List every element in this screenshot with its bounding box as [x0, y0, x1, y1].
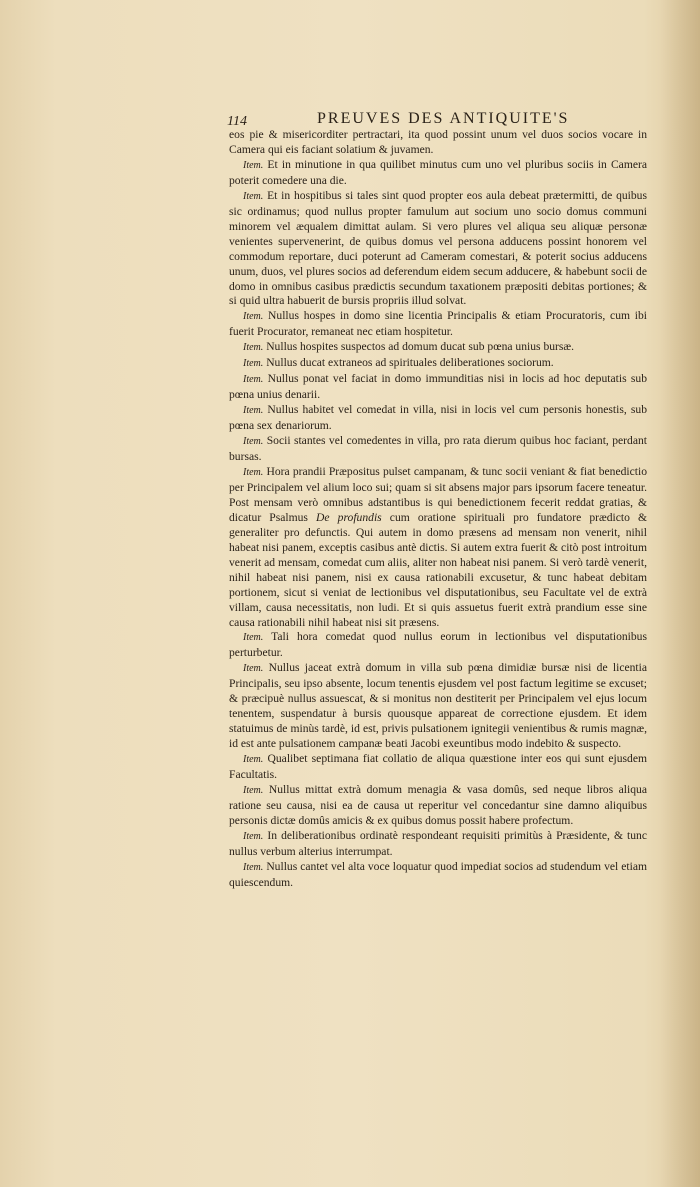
- paragraph-text: Tali hora comedat quod nullus eorum in lectionibus vel disputationibus perturbetur.: [229, 630, 647, 660]
- paragraph: [229, 309, 647, 340]
- item-label: Item.: [243, 311, 264, 323]
- paragraph: [229, 630, 647, 661]
- paragraph-text: Hora prandii Præpositus pulset campanam, & tunc socii veniant & fiat benedictio per Principalem vel alium loco sui; quam si sit absens major pars ipsorum facere teneatur. Post mensam verò omnibus adstantibus is qui benedictionem fecerit reddat gratias, & dicatur Psalmus: [229, 464, 647, 524]
- paragraph: [229, 783, 647, 829]
- item-label: Item.: [243, 358, 264, 370]
- item-label: Item.: [243, 784, 264, 796]
- paragraph-text: Nullus jaceat extrà domum in villa sub pœna dimidiæ bursæ nisi de licentia Principalis, seu ipso absente, locum tenentis ejusdem vel post factum legitime se excuset; & præcipuè nullus assuescat, & si monitus non destiterit per Principalem vel ejus locum tenentem, suspendatur à bursis quousque appareat de correctione ejusdem. Et idem statuimus de minùs tardè, id est, privis pulsationem ignitegii venientibus & rumis magnæ, id est ante pulsationem campanæ beati Jacobi exeuntibus modo indebito & suspecto.: [229, 661, 647, 751]
- paragraph: [229, 356, 647, 372]
- page-number: 114: [227, 114, 247, 129]
- page-gutter-shadow: [660, 0, 700, 1187]
- paragraph-text: Et in minutione in qua quilibet minutus cum uno vel pluribus sociis in Camera poterit comedere una die.: [229, 157, 647, 187]
- item-label: Item.: [243, 374, 264, 386]
- body-text: [229, 128, 647, 891]
- paragraph-text: cum oratione spirituali pro fundatore prædicto & generaliter pro defunctis. Qui autem in domo præsens ad mensam non venerit, nihil habeat nisi panem, exceptis casibus antè dictis. Si autem extra fuerit & citò post introitum venerit ad mensam, comedat cum aliis, aliter non habeat nisi panem. Si verò tardè venerit, nihil habeat nisi panem, nisi ex causa rationabili excusetur, & tunc habeat debitam portionem, sicut si veniat de lectionibus vel disputationibus, seu Facultate vel de extrà villam, causa necessitatis, non ludi. Et si quis assuetus fuerit extrà prandium esse sine causa rationabili nihil habeat nisi sit præsens.: [229, 510, 647, 629]
- item-label: Item.: [243, 830, 264, 842]
- item-label: Item.: [243, 466, 264, 478]
- paragraph: [229, 860, 647, 891]
- paragraph: [229, 434, 647, 465]
- paragraph: [229, 829, 647, 860]
- paragraph: [229, 372, 647, 403]
- paragraph-text: Nullus hospites suspectos ad domum ducat sub pœna unius bursæ.: [266, 340, 575, 354]
- item-label: Item.: [243, 436, 264, 448]
- item-label: Item.: [243, 405, 264, 417]
- paragraph-text: Nullus habitet vel comedat in villa, nisi in locis vel cum personis honestis, sub pœna sex denariorum.: [229, 403, 647, 433]
- item-label: Item.: [243, 754, 264, 766]
- paragraph-text: Et in hospitibus si tales sint quod propter eos aula debeat prætermitti, de quibus sic ordinamus; quod nullus propter famulum aut socium uno socio domus communi minorem vel æqualem dimittat aulam. Si vero plures vel aliqua seu aliquæ personæ venientes supervenerint, de quibus domus vel persona adducens possint honorem vel commodum reportare, duci poterunt ad Cameram comestari, & poterit socius adducens unum, duos, vel plures socios ad deferendum eidem secum adducere, & habebunt socii de domo in omnibus casibus prædictis secundum taxationem præpositi debitas portiones; & si quid ultra habuerit de bursis propriis illud solvat.: [229, 188, 647, 308]
- paragraph: [229, 403, 647, 434]
- paragraph-text: Qualibet septimana fiat collatio de aliqua quæstione inter eos qui sunt ejusdem Facultatis.: [229, 752, 647, 782]
- paragraph: [229, 189, 647, 310]
- paragraph: [229, 128, 647, 158]
- paragraph-text: Nullus ducat extraneos ad spirituales deliberationes sociorum.: [266, 356, 554, 370]
- paragraph: [229, 158, 647, 189]
- item-label: Item.: [243, 342, 264, 354]
- paragraph-text: Nullus cantet vel alta voce loquatur quod impediat socios ad studendum vel etiam quiescendum.: [229, 859, 648, 889]
- paragraph-text: In deliberationibus ordinatè respondeant requisiti primitùs à Præsidente, & tunc nullus verbum alterius interrumpat.: [229, 828, 647, 858]
- paragraph: [229, 661, 647, 752]
- paragraph: [229, 465, 647, 630]
- paragraph: [229, 752, 647, 783]
- paragraph-text: Nullus hospes in domo sine licentia Principalis & etiam Procuratoris, cum ibi fuerit Procurator, remaneat nec etiam hospitetur.: [229, 309, 647, 339]
- item-label: Item.: [243, 159, 264, 171]
- running-title: PREUVES DES ANTIQUITE'S: [317, 110, 570, 127]
- item-label: Item.: [243, 632, 264, 644]
- item-label: Item.: [243, 190, 264, 202]
- psalm-title: De profundis: [316, 510, 382, 524]
- paragraph-text: Nullus ponat vel faciat in domo immunditias nisi in locis ad hoc deputatis sub pœna unius denarii.: [229, 372, 648, 402]
- item-label: Item.: [243, 663, 264, 675]
- paragraph-text: Nullus mittat extrà domum menagia & vasa domûs, sed neque libros aliqua ratione seu causa, nisi ea de causa ut reperitur vel concedantur sine damno aliquibus personis dictæ domûs amicis & ex quibus domus possit habere profectum.: [229, 782, 647, 827]
- item-label: Item.: [243, 861, 264, 873]
- paragraph-text: Socii stantes vel comedentes in villa, pro rata dierum quibus hoc faciant, perdant bursas.: [229, 434, 647, 464]
- paragraph-text: eos pie & misericorditer pertractari, ita quod possint unum vel duos socios vocare in Camera qui eis faciant solatium & juvamen.: [229, 128, 647, 156]
- paragraph: [229, 340, 647, 356]
